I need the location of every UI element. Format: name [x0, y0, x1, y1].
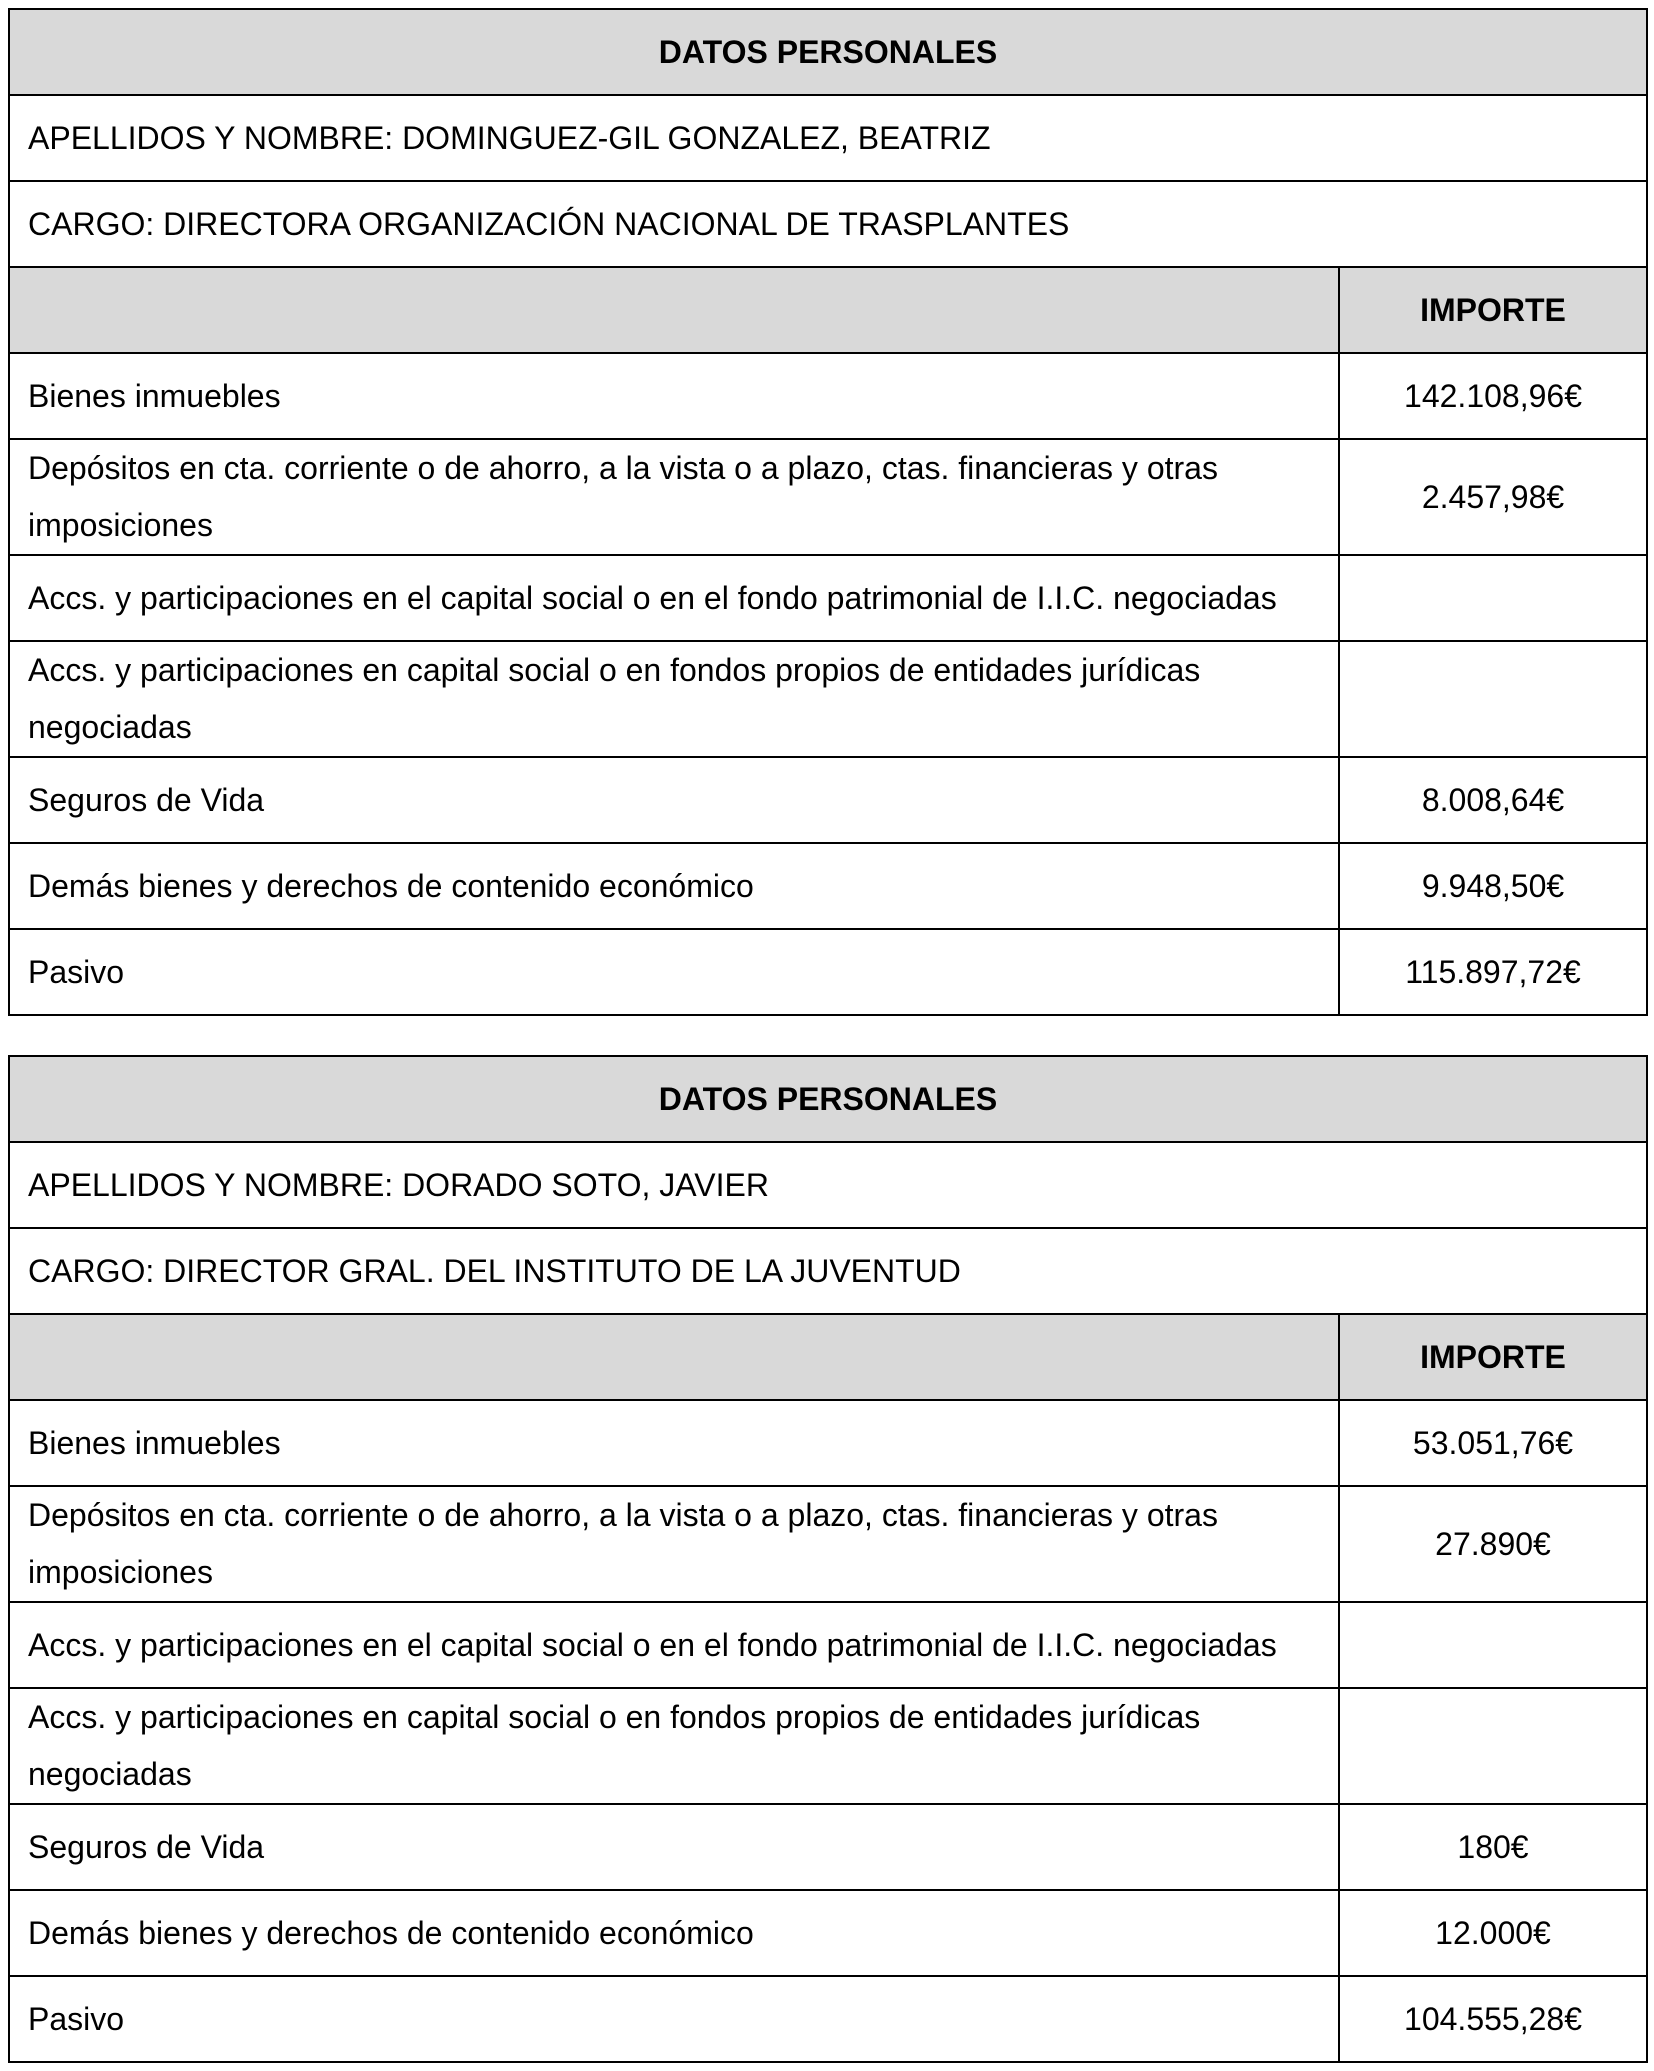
row-label: Accs. y participaciones en capital social o en fondos propios de entidades jurídicas negociadas: [9, 1688, 1339, 1804]
row-amount: 180€: [1339, 1804, 1647, 1890]
position-line: CARGO: DIRECTOR GRAL. DEL INSTITUTO DE LA JUVENTUD: [9, 1228, 1647, 1314]
table-row: [9, 929, 1647, 1015]
row-amount: 115.897,72€: [1339, 929, 1647, 1015]
row-label: Bienes inmuebles: [9, 1400, 1339, 1486]
row-amount: 8.008,64€: [1339, 757, 1647, 843]
amount-column-header: IMPORTE: [1339, 1314, 1647, 1400]
row-label: Accs. y participaciones en el capital social o en el fondo patrimonial de I.I.C. negociadas: [9, 1602, 1339, 1688]
row-label: Demás bienes y derechos de contenido económico: [9, 843, 1339, 929]
amount-column-header: IMPORTE: [1339, 267, 1647, 353]
table-row: [9, 641, 1647, 757]
row-label: Depósitos en cta. corriente o de ahorro, a la vista o a plazo, ctas. financieras y otras imposiciones: [9, 1486, 1339, 1602]
row-label: Pasivo: [9, 929, 1339, 1015]
row-label: Bienes inmuebles: [9, 353, 1339, 439]
table-row: [9, 1890, 1647, 1976]
position-line: CARGO: DIRECTORA ORGANIZACIÓN NACIONAL DE TRASPLANTES: [9, 181, 1647, 267]
row-amount: [1339, 555, 1647, 641]
row-label: Seguros de Vida: [9, 1804, 1339, 1890]
section-title: DATOS PERSONALES: [9, 9, 1647, 95]
table-row: [9, 1486, 1647, 1602]
row-label: Demás bienes y derechos de contenido económico: [9, 1890, 1339, 1976]
row-amount: [1339, 641, 1647, 757]
section-title: DATOS PERSONALES: [9, 1056, 1647, 1142]
table-row: [9, 843, 1647, 929]
table-row: [9, 1804, 1647, 1890]
table-row: [9, 439, 1647, 555]
row-amount: 9.948,50€: [1339, 843, 1647, 929]
row-amount: [1339, 1688, 1647, 1804]
row-label: Pasivo: [9, 1976, 1339, 2062]
row-amount: 104.555,28€: [1339, 1976, 1647, 2062]
row-amount: 12.000€: [1339, 1890, 1647, 1976]
name-line: APELLIDOS Y NOMBRE: DORADO SOTO, JAVIER: [9, 1142, 1647, 1228]
table-row: [9, 555, 1647, 641]
table-row: [9, 757, 1647, 843]
table-row: [9, 1400, 1647, 1486]
table-row: [9, 1976, 1647, 2062]
row-amount: 27.890€: [1339, 1486, 1647, 1602]
name-line: APELLIDOS Y NOMBRE: DOMINGUEZ-GIL GONZALEZ, BEATRIZ: [9, 95, 1647, 181]
row-amount: [1339, 1602, 1647, 1688]
label-column-header: [9, 1314, 1339, 1400]
row-label: Accs. y participaciones en capital social o en fondos propios de entidades jurídicas negociadas: [9, 641, 1339, 757]
table-row: [9, 353, 1647, 439]
row-label: Seguros de Vida: [9, 757, 1339, 843]
row-amount: 2.457,98€: [1339, 439, 1647, 555]
table-row: [9, 1602, 1647, 1688]
asset-declaration-table-1: [8, 8, 1648, 1016]
row-label: Depósitos en cta. corriente o de ahorro, a la vista o a plazo, ctas. financieras y otras imposiciones: [9, 439, 1339, 555]
row-amount: 142.108,96€: [1339, 353, 1647, 439]
label-column-header: [9, 267, 1339, 353]
row-amount: 53.051,76€: [1339, 1400, 1647, 1486]
asset-declaration-table-2: [8, 1055, 1648, 2063]
table-row: [9, 1688, 1647, 1804]
row-label: Accs. y participaciones en el capital social o en el fondo patrimonial de I.I.C. negociadas: [9, 555, 1339, 641]
